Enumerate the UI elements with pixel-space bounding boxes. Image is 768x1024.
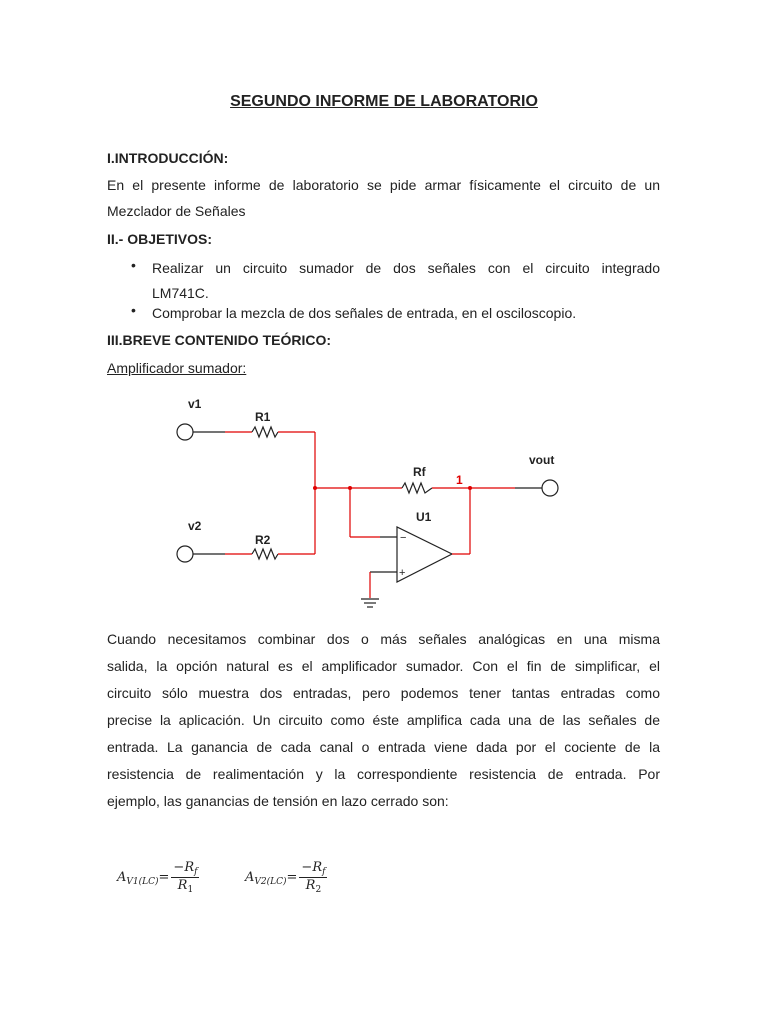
u1-label: U1 bbox=[416, 510, 432, 524]
paragraph-line-3: circuito sólo muestra dos entradas, pero podemos tener tantas entradas como bbox=[107, 685, 660, 701]
paragraph-line-1: Cuando necesitamos combinar dos o más señales analógicas en una misma bbox=[107, 631, 660, 647]
r2-label: R2 bbox=[255, 533, 271, 547]
rf-label: Rf bbox=[413, 465, 426, 479]
summing-amplifier-circuit bbox=[170, 390, 570, 615]
paragraph-line-2: salida, la opción natural es el amplificador sumador. Con el fin de simplificar, el bbox=[107, 658, 660, 674]
intro-heading: I.INTRODUCCIÓN: bbox=[107, 150, 229, 166]
r2-resistor bbox=[252, 549, 278, 559]
rf-resistor bbox=[402, 483, 432, 493]
plus-sign: + bbox=[399, 567, 406, 579]
paragraph-line-5: entrada. La ganancia de cada canal o entrada viene dada por el cociente de la bbox=[107, 739, 660, 755]
intro-line-2: Mezclador de Señales bbox=[107, 203, 246, 219]
gain-formula-1: $A_{V1(LC)}=$ $\frac{-R_f}{R_1}$ bbox=[117, 860, 198, 895]
v2-label: v2 bbox=[188, 519, 202, 533]
objective-1-line-2: LM741C. bbox=[152, 285, 209, 301]
vout-label: vout bbox=[529, 453, 555, 467]
r1-label: R1 bbox=[255, 410, 271, 424]
objective-2: Comprobar la mezcla de dos señales de entrada, en el osciloscopio. bbox=[152, 305, 577, 321]
minus-sign: − bbox=[400, 532, 407, 544]
gain-formula-2: $A_{V2(LC)}=$ $\frac{-R_f}{R_2}$ bbox=[245, 860, 326, 895]
bullet-icon: • bbox=[131, 302, 136, 318]
amplifier-subheading: Amplificador sumador: bbox=[107, 360, 247, 376]
bullet-icon: • bbox=[131, 257, 136, 273]
objective-1-line-1: Realizar un circuito sumador de dos señales con el circuito integrado bbox=[152, 260, 660, 276]
v2-terminal bbox=[177, 546, 193, 562]
document-title: SEGUNDO INFORME DE LABORATORIO bbox=[230, 93, 538, 110]
v1-terminal bbox=[177, 424, 193, 440]
vout-terminal bbox=[542, 480, 558, 496]
r1-resistor bbox=[252, 427, 278, 437]
v1-label: v1 bbox=[188, 397, 202, 411]
intro-line-1: En el presente informe de laboratorio se pide armar físicamente el circuito de un bbox=[107, 177, 660, 193]
paragraph-line-7: ejemplo, las ganancias de tensión en lazo cerrado son: bbox=[107, 793, 449, 809]
objectives-heading: II.- OBJETIVOS: bbox=[107, 231, 213, 247]
paragraph-line-6: resistencia de realimentación y la correspondiente resistencia de entrada. Por bbox=[107, 766, 660, 782]
node-label: 1 bbox=[456, 473, 463, 487]
theory-heading: III.BREVE CONTENIDO TEÓRICO: bbox=[107, 332, 332, 348]
paragraph-line-4: precise la aplicación. Un circuito como éste amplifica cada una de las señales de bbox=[107, 712, 660, 728]
